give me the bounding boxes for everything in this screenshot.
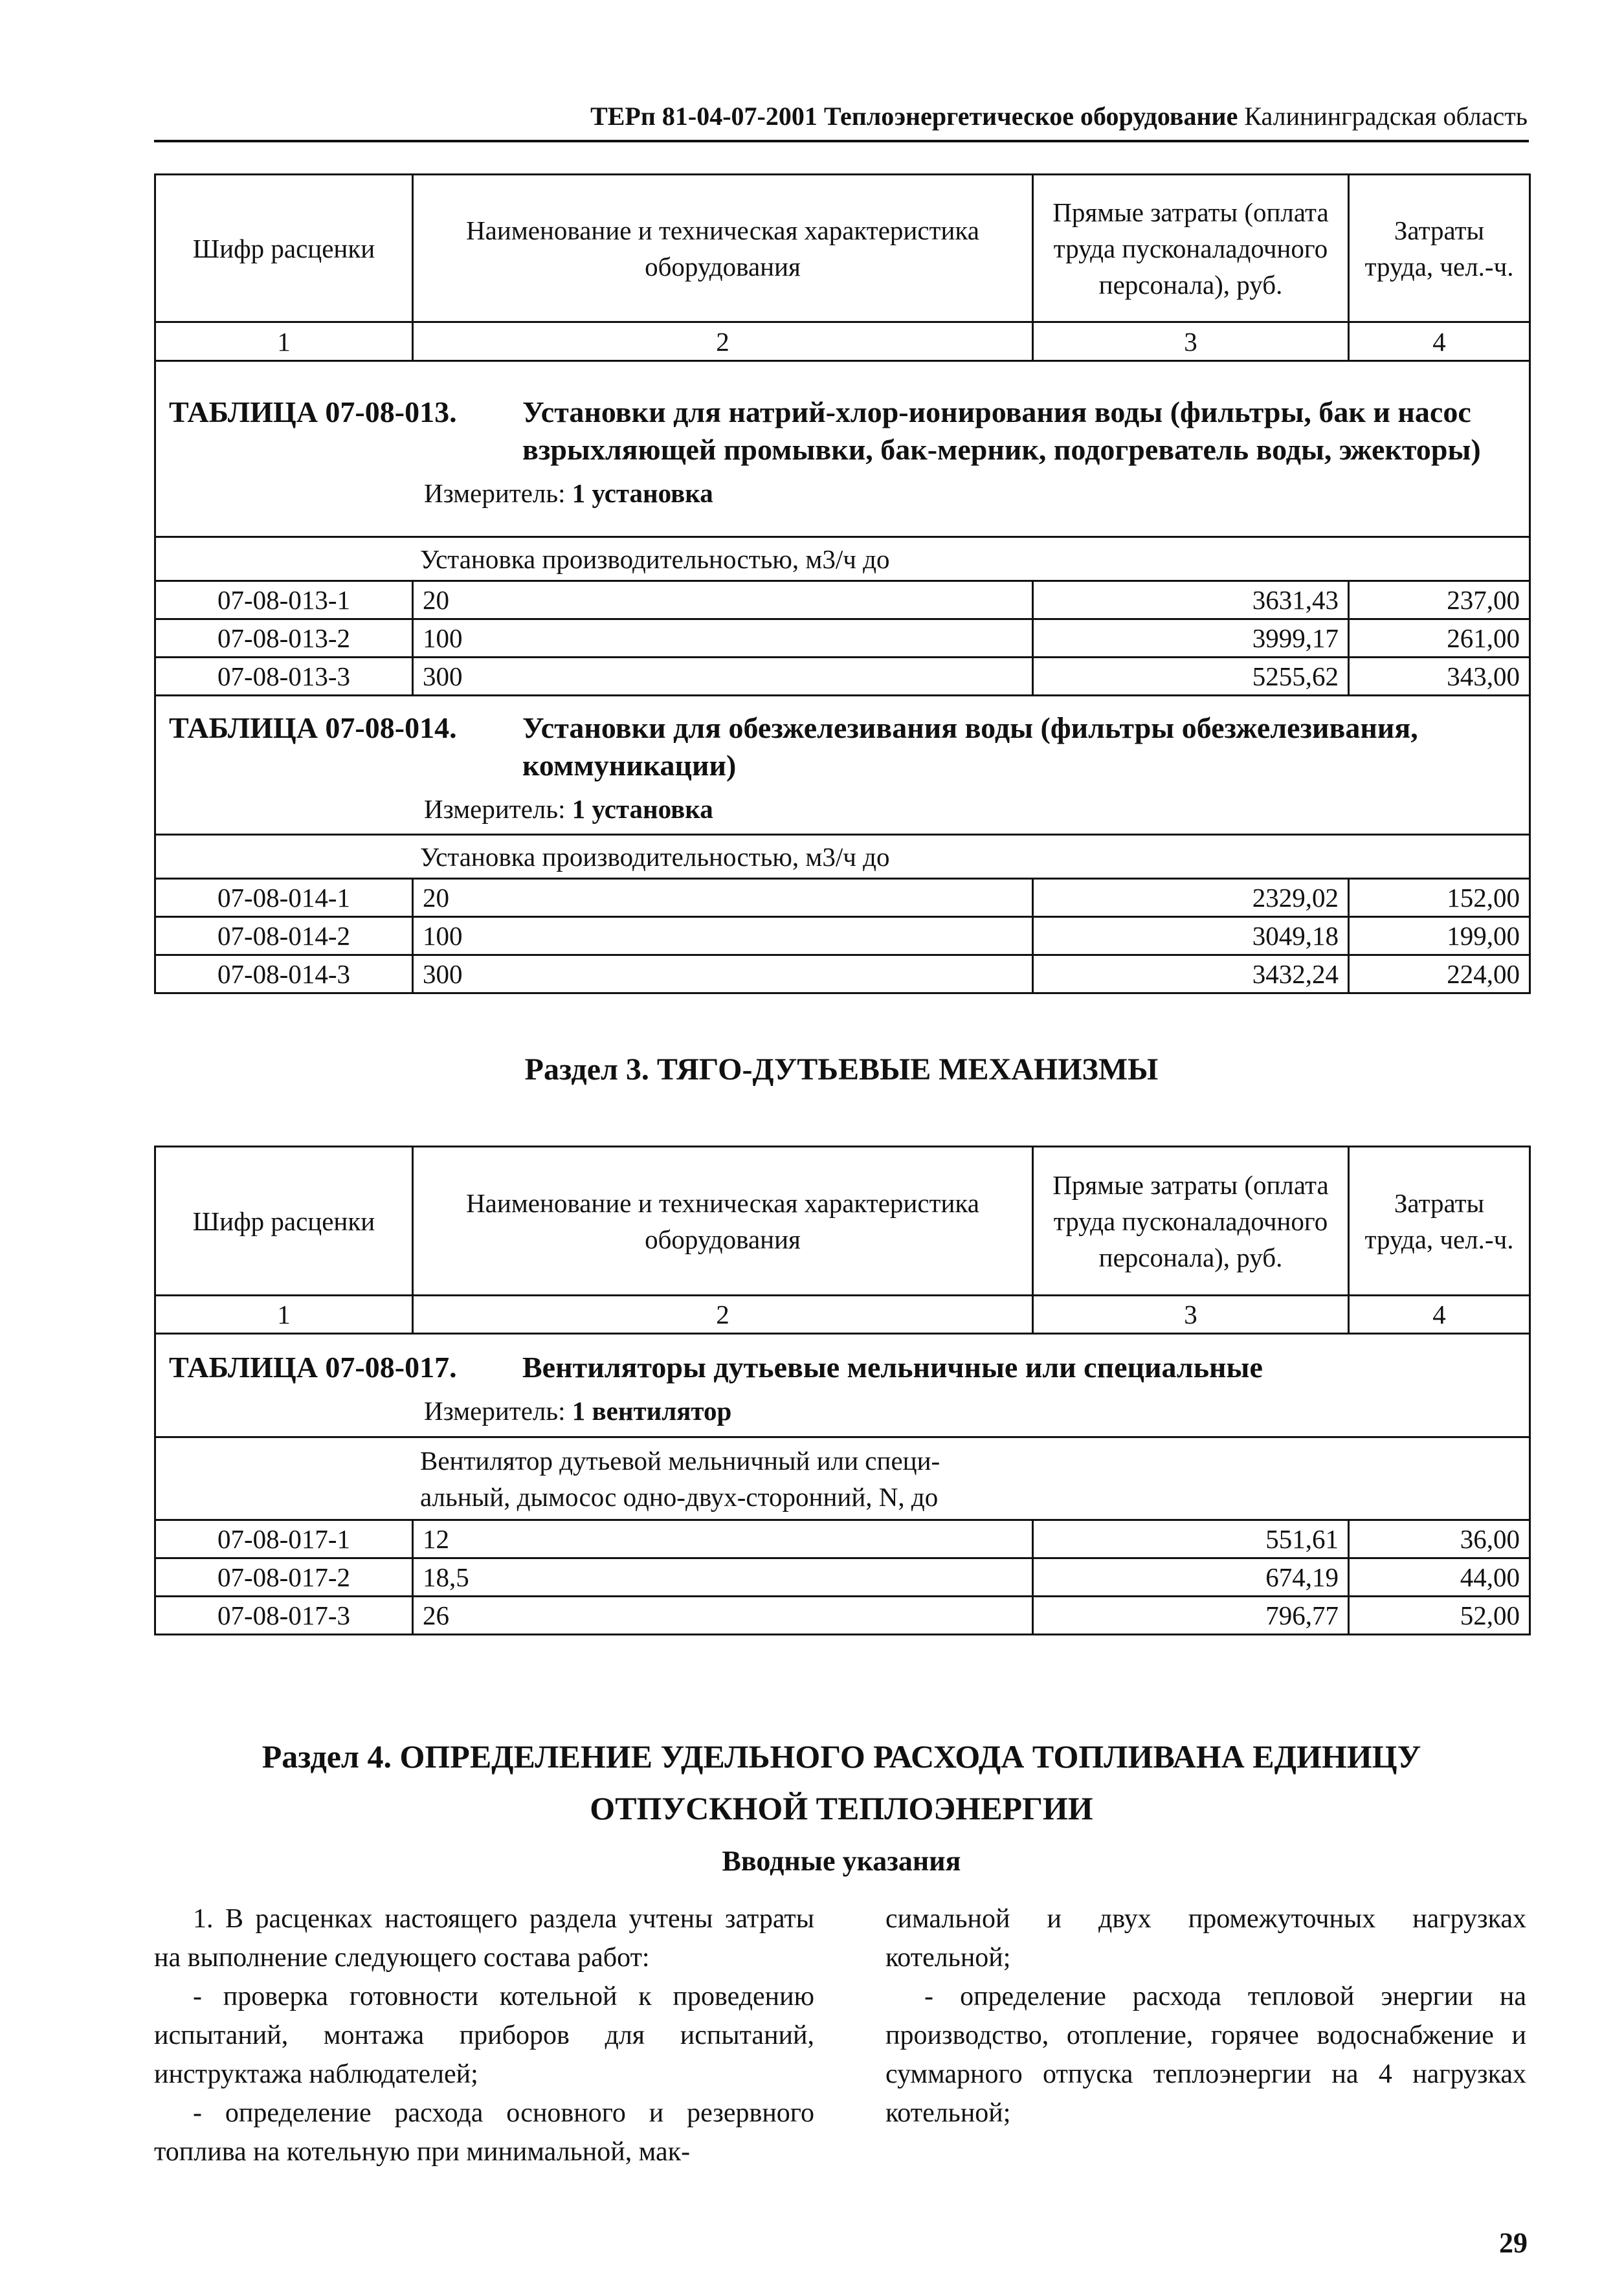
- rate-code: 07-08-017-3: [155, 1597, 413, 1635]
- header-direct-costs: Прямые затраты (оплата труда пусконаладочного персонала), руб.: [1033, 1147, 1349, 1296]
- section-4-title-line-1: Раздел 4. ОПРЕДЕЛЕНИЕ УДЕЛЬНОГО РАСХОДА ТОПЛИВАНА ЕДИНИЦУ: [261, 1738, 1421, 1775]
- table-title-row: [155, 1334, 1530, 1437]
- rate-param: 300: [413, 658, 1033, 696]
- table-title-row: [155, 361, 1530, 537]
- subheader-row: [155, 835, 1530, 879]
- header-code: Шифр расценки: [155, 1147, 413, 1296]
- table-row: [155, 1597, 1530, 1635]
- header-code: Шифр расценки: [155, 175, 413, 322]
- rate-cost: 3999,17: [1033, 619, 1349, 658]
- intro-heading: Вводные указания: [722, 1845, 961, 1877]
- header-rule: [154, 140, 1529, 142]
- measure-prefix: Измеритель:: [424, 794, 566, 824]
- rate-cost: 796,77: [1033, 1597, 1349, 1635]
- rate-cost: 3432,24: [1033, 955, 1349, 993]
- table-name: Установки для обезжелезивания воды (фильтры обезжелезивания, коммуникации): [522, 711, 1418, 782]
- measure-line: [424, 791, 1516, 827]
- rate-code: 07-08-013-1: [155, 581, 413, 619]
- table-label: ТАБЛИЦА 07-08-017.: [169, 1350, 457, 1384]
- table-row: [155, 658, 1530, 696]
- column-numbers-row: [155, 322, 1530, 361]
- subheader: [155, 1437, 1530, 1520]
- table-label: ТАБЛИЦА 07-08-013.: [169, 395, 457, 428]
- column-numbers-row: [155, 1296, 1530, 1334]
- measure-prefix: Измеритель:: [424, 478, 566, 508]
- subheader: Установка производительностью, м3/ч до: [155, 835, 1530, 879]
- subheader-row: [155, 537, 1530, 581]
- page-number: 29: [1499, 2227, 1528, 2259]
- col-number: 2: [413, 1296, 1033, 1334]
- running-header: [154, 101, 1528, 131]
- rate-labor: 237,00: [1349, 581, 1530, 619]
- table-row: [155, 955, 1530, 993]
- rate-code: 07-08-014-3: [155, 955, 413, 993]
- rate-labor: 44,00: [1349, 1558, 1530, 1597]
- rate-labor: 152,00: [1349, 879, 1530, 917]
- table-label: ТАБЛИЦА 07-08-014.: [169, 711, 457, 744]
- rate-code: 07-08-017-1: [155, 1520, 413, 1558]
- rate-cost: 2329,02: [1033, 879, 1349, 917]
- table-title-block: [155, 361, 1530, 537]
- rate-param: 100: [413, 619, 1033, 658]
- paragraph: симальной и двух промежуточных нагрузках котельной;: [885, 1904, 1526, 1973]
- table-name: Вентиляторы дутьевые мельничные или специальные: [522, 1350, 1263, 1384]
- table-header-row: [155, 175, 1530, 322]
- text-column-left: [154, 1900, 814, 2171]
- col-number: 3: [1033, 322, 1349, 361]
- paragraph: - определение расхода основного и резервного топлива на котельную при минимальной, мак-: [154, 2098, 814, 2167]
- measure-line: [424, 475, 1516, 511]
- measure-prefix: Измеритель:: [424, 1395, 566, 1426]
- table-row: [155, 1520, 1530, 1558]
- rates-table-1: [154, 173, 1531, 994]
- rate-cost: 674,19: [1033, 1558, 1349, 1597]
- rate-cost: 551,61: [1033, 1520, 1349, 1558]
- rate-code: 07-08-014-2: [155, 917, 413, 955]
- rate-cost: 3049,18: [1033, 917, 1349, 955]
- measure-value: 1 установка: [572, 794, 713, 824]
- paragraph: 1. В расценках настоящего раздела учтены затраты на выполнение следующего состава работ:: [154, 1904, 814, 1973]
- paragraph: - определение расхода тепловой энергии на производство, отопление, горячее водоснабжение и суммарного отпуска теплоэнергии на 4 нагрузках котельной;: [885, 1982, 1526, 2128]
- rate-param: 26: [413, 1597, 1033, 1635]
- col-number: 2: [413, 322, 1033, 361]
- running-header-region: Калининградская область: [1244, 102, 1528, 131]
- table-header-row: [155, 1147, 1530, 1296]
- header-labor: Затраты труда, чел.-ч.: [1349, 175, 1530, 322]
- rate-param: 18,5: [413, 1558, 1033, 1597]
- rate-cost: 3631,43: [1033, 581, 1349, 619]
- subheader: Установка производительностью, м3/ч до: [155, 537, 1530, 581]
- running-header-code: ТЕРп 81-04-07-2001 Теплоэнергетическое оборудование: [590, 102, 1238, 131]
- col-number: 3: [1033, 1296, 1349, 1334]
- table-title-block: [155, 696, 1530, 835]
- rate-code: 07-08-017-2: [155, 1558, 413, 1597]
- subheader-row: [155, 1437, 1530, 1520]
- rate-labor: 343,00: [1349, 658, 1530, 696]
- measure-line: [424, 1393, 1516, 1429]
- measure-value: 1 установка: [572, 478, 713, 508]
- col-number: 4: [1349, 1296, 1530, 1334]
- measure-value: 1 вентилятор: [572, 1395, 732, 1426]
- table-row: [155, 879, 1530, 917]
- subheader-line: альный, дымосос одно-двух-сторонний, N, до: [420, 1481, 939, 1512]
- table-title-block: [155, 1334, 1530, 1437]
- rate-code: 07-08-013-3: [155, 658, 413, 696]
- rate-cost: 5255,62: [1033, 658, 1349, 696]
- text-column-right: [885, 1900, 1526, 2132]
- header-labor: Затраты труда, чел.-ч.: [1349, 1147, 1530, 1296]
- rate-labor: 224,00: [1349, 955, 1530, 993]
- rate-labor: 36,00: [1349, 1520, 1530, 1558]
- table-row: [155, 619, 1530, 658]
- table-name: Установки для натрий-хлор-ионирования воды (фильтры, бак и насос взрыхляющей промывки, бак-мерник, подогреватель воды, эжекторы): [522, 395, 1481, 466]
- table-row: [155, 1558, 1530, 1597]
- col-number: 1: [155, 1296, 413, 1334]
- section-3-title: Раздел 3. ТЯГО-ДУТЬЕВЫЕ МЕХАНИЗМЫ: [524, 1052, 1159, 1087]
- rate-code: 07-08-013-2: [155, 619, 413, 658]
- rates-table-2: [154, 1146, 1531, 1635]
- rate-code: 07-08-014-1: [155, 879, 413, 917]
- rate-param: 20: [413, 879, 1033, 917]
- col-number: 1: [155, 322, 413, 361]
- subheader-line: Вентилятор дутьевой мельничный или специ-: [420, 1445, 940, 1476]
- table-title-row: [155, 696, 1530, 835]
- rate-param: 100: [413, 917, 1033, 955]
- rate-labor: 52,00: [1349, 1597, 1530, 1635]
- rate-param: 20: [413, 581, 1033, 619]
- table-row: [155, 581, 1530, 619]
- rate-labor: 261,00: [1349, 619, 1530, 658]
- table-row: [155, 917, 1530, 955]
- header-direct-costs: Прямые затраты (оплата труда пусконаладочного персонала), руб.: [1033, 175, 1349, 322]
- header-name: Наименование и техническая характеристика оборудования: [413, 175, 1033, 322]
- section-4-title-line-2: ОТПУСКНОЙ ТЕПЛОЭНЕРГИИ: [590, 1790, 1093, 1826]
- header-name: Наименование и техническая характеристика оборудования: [413, 1147, 1033, 1296]
- rate-param: 300: [413, 955, 1033, 993]
- rate-param: 12: [413, 1520, 1033, 1558]
- paragraph: - проверка готовности котельной к проведению испытаний, монтажа приборов для испытаний, инструктажа наблюдателей;: [154, 1982, 814, 2089]
- rate-labor: 199,00: [1349, 917, 1530, 955]
- col-number: 4: [1349, 322, 1530, 361]
